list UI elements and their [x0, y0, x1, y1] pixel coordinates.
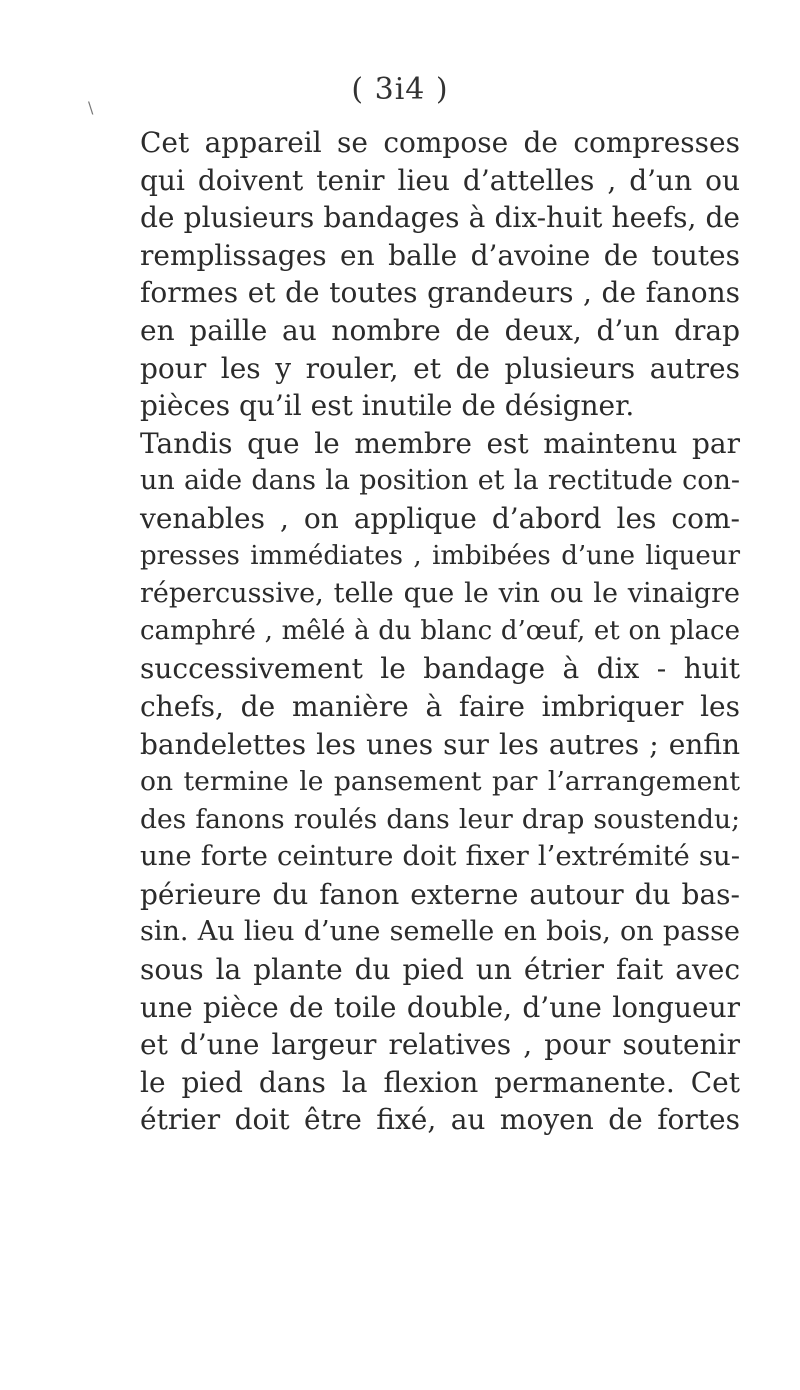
text-line: étrier doit être fixé, au moyen de fortes [140, 1103, 740, 1137]
text-line: périeure du fanon externe autour du bas- [140, 877, 740, 911]
text-line: successivement le bandage à dix - huit [140, 652, 740, 686]
text-line: chefs, de manière à faire imbriquer les [140, 689, 740, 723]
text-line: remplissages en balle d’avoine de toutes [140, 238, 740, 272]
text-line: camphré , mêlé à du blanc d’œuf, et on place [140, 615, 740, 646]
text-line: venables , on applique d’abord les com- [140, 501, 740, 535]
text-line: une pièce de toile double, d’une longueur [140, 990, 740, 1024]
body-text [140, 124, 740, 1139]
text-line: bandelettes les unes sur les autres ; enfin [140, 727, 740, 761]
text-line: répercussive, telle que le vin ou le vinaigre [140, 578, 740, 610]
text-line: presses immédiates , imbibées d’une liqueur [140, 540, 740, 571]
page-number: ( 3i4 ) [351, 72, 449, 107]
text-line: une forte ceinture doit fixer l’extrémité su- [140, 840, 740, 873]
text-line: sin. Au lieu d’une semelle en bois, on passe [140, 916, 740, 948]
text-line: pour les y rouler, et de plusieurs autres [140, 351, 740, 385]
margin-tick-mark: \ [88, 98, 94, 117]
text-line: en paille au nombre de deux, d’un drap [140, 313, 740, 347]
text-line: Cet appareil se compose de compresses [140, 126, 740, 159]
text-line: des fanons roulés dans leur drap soustendu; [140, 803, 740, 835]
text-line: sous la plante du pied un étrier fait avec [140, 953, 740, 987]
text-line: et d’une largeur relatives , pour soutenir [140, 1028, 740, 1062]
text-line: qui doivent tenir lieu d’attelles , d’un ou [140, 163, 740, 197]
text-line: pièces qu’il est inutile de désigner. [140, 389, 635, 423]
text-line: formes et de toutes grandeurs , de fanons [140, 276, 740, 310]
text-line: le pied dans la flexion permanente. Cet [140, 1065, 740, 1099]
text-line: on termine le pansement par l’arrangement [140, 766, 740, 798]
text-line: un aide dans la position et la rectitude con- [140, 465, 740, 497]
text-line: de plusieurs bandages à dix-huit heefs, de [140, 201, 740, 235]
text-line: Tandis que le membre est maintenu par [140, 426, 740, 460]
